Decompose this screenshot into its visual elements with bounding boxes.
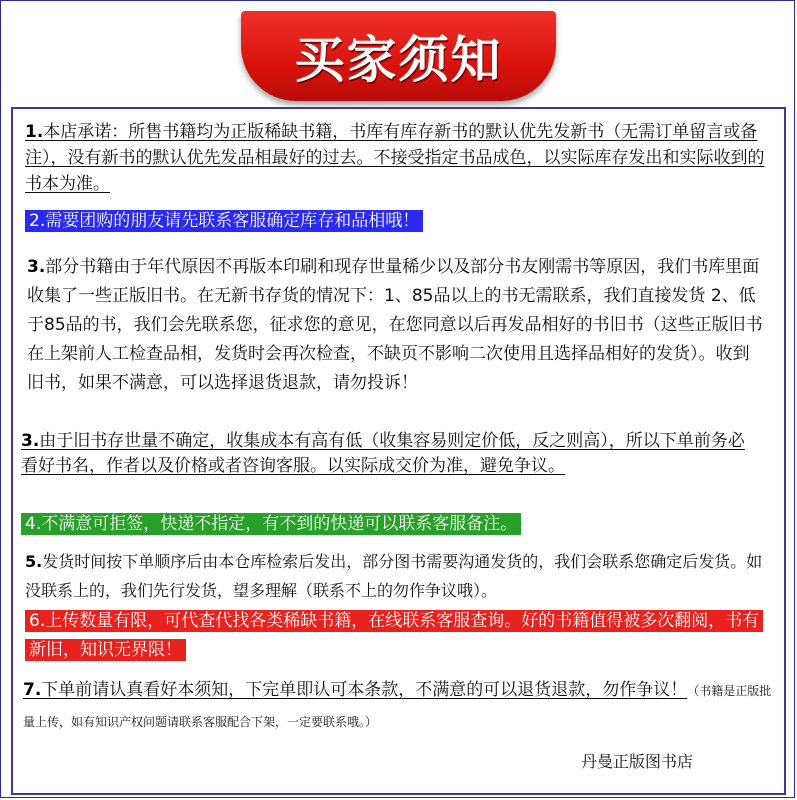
- notice-8-note: （书籍是正版批量上传，如有知识产权问题请联系客服配合下架，一定要联系哦。）: [23, 684, 772, 729]
- notice-2-text: 需要团购的朋友请先联系客服确定库存和品相哦！: [45, 211, 420, 231]
- notice-2-number: 2.: [29, 211, 46, 231]
- notice-6: [25, 547, 775, 605]
- notice-7-number: 6.: [29, 611, 46, 631]
- notice-6-number: 5.: [25, 552, 43, 571]
- notice-3-number: 3.: [27, 257, 46, 277]
- notice-7: [25, 607, 767, 665]
- notice-6-text: 发货时间按下单顺序后由本仓库检索后发出，部分图书需要沟通发货的，我们会联系您确定后发货。如没联系上的，我们先行发货，望多理解（联系不上的勿作争议哦）。: [25, 552, 763, 600]
- notice-4: [21, 429, 761, 479]
- notice-2: [25, 208, 515, 234]
- notice-7-text: 上传数量有限，可代查代找各类稀缺书籍，在线联系客服查询。好的书籍值得被多次翻阅，书有新旧，知识无界限！: [29, 611, 760, 660]
- notice-8: [23, 675, 773, 737]
- notice-3: [27, 253, 765, 398]
- notice-5-text: 不满意可拒签，快递不指定，有不到的快递可以联系客服备注。: [41, 514, 518, 534]
- notice-5: [21, 511, 621, 537]
- notice-8-number: 7.: [23, 680, 42, 700]
- notice-3-text: 部分书籍由于年代原因不再版本印刷和现存世量稀少以及部分书友刚需书等原因，我们书库里面收集了一些正版旧书。在无新书存货的情况下：1、85品以上的书无需联系，我们直接发货 2、低于85品的书，我们会先联系您，征求您的意见，在您同意以后再发品相好的书旧书（这些正版旧书在上架前人工检查品相，发货时会再次检查，不缺页不影响二次使用且选择品相好的发货）。收到旧书，如果不满意，可以选择退货退款，请勿投诉！: [27, 257, 763, 393]
- notice-1-text: 本店承诺：所售书籍均为正版稀缺书籍，书库有库存新书的默认优先发新书（无需订单留言或备注），没有新书的默认优先发品相最好的过去。不接受指定书品成色，以实际库存发出和实际收到的书本为准。: [25, 122, 765, 194]
- notice-4-text: 由于旧书存世量不确定，收集成本有高有低（收集容易则定价低，反之则高），所以下单前务必看好书名，作者以及价格或者咨询客服。以实际成交价为准，避免争议。: [21, 431, 745, 476]
- notice-4-number: 3.: [21, 431, 40, 451]
- title-banner: [241, 11, 556, 101]
- notice-1-number: 1.: [25, 122, 44, 142]
- notice-5-number: 4.: [25, 514, 42, 534]
- shop-name: 丹曼正版图书店: [581, 752, 694, 771]
- notice-8-text: 下单前请认真看好本须知，下完单即认可本条款，不满意的可以退货退款，勿作争议！: [41, 680, 688, 700]
- banner-title: 买家须知: [294, 31, 503, 89]
- notice-1: [25, 119, 775, 197]
